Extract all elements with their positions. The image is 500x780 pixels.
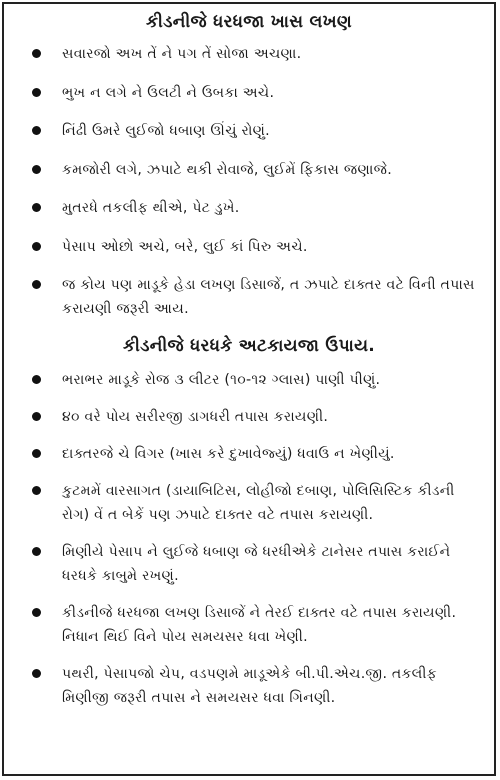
section-heading-symptoms: કીડનીજે ધરધજા ખાસ લખણ	[145, 12, 353, 32]
list-item	[32, 405, 486, 429]
bullet-icon	[32, 412, 41, 421]
list-item-text: ભરાભર માડૂકે રોજ ૩ લીટર (૧૦-૧૨ ગ્લાસ) પાણી પીણું.	[62, 371, 381, 388]
list-item-text: મિણીયે પેસાપ ને લુઈજે ધબાણ જે ધરધીએકે ટાનેસર તપાસ કરાઈને ધરધકે કાબુમે રખણું.	[62, 543, 451, 584]
bullet-icon	[32, 486, 41, 495]
prevention-list	[4, 368, 494, 710]
list-item	[32, 540, 486, 588]
list-item-text: ભુખ ન લગે ને ઉલટી ને ઉબકા અચે.	[62, 84, 275, 101]
list-item	[32, 273, 486, 321]
list-item	[32, 442, 486, 466]
list-item-text: કુટમમેં વારસાગત (ડાયાબિટિસ, લોહીજો દબાણ, પોલિસિસ્ટિક કીડની રોગ) વેં ત બેકેં પણ ઝપાટે દાક્તર વટે તપાસ કરાયણી.	[62, 482, 455, 523]
list-item-text: ૪૦ વરે પોય સરીરજી ડાગધરી તપાસ કરાયણી.	[62, 408, 329, 425]
content-frame	[2, 2, 496, 776]
bullet-icon	[32, 203, 41, 212]
list-item-text: મુતરધે તકલીફ થીએ, પેટ ડુખે.	[62, 200, 240, 216]
list-item-text: સવારજો અખ તેં ને પગ તેં સોજા અચણા.	[62, 46, 302, 62]
bullet-icon	[32, 242, 41, 251]
list-item	[32, 81, 486, 105]
bullet-icon	[32, 449, 41, 458]
list-item-text: પથરી, પેસાપજો ચેપ, વડપણમે માડૂએકે બી.પી.એચ.જી. તકલીફ મિણીજી જરૂરી તપાસ ને સમયસર ધવા ગિનણી.	[62, 665, 437, 706]
list-item-text: કમજોરી લગે, ઝપાટે થકી રોવાજે, લુઈમેં ફિકાસ જણાજે.	[62, 161, 392, 178]
bullet-icon	[32, 608, 41, 617]
list-item-text: કીડનીજે ધરધજા લખણ ડિસાજેં ને તેરઈ દાક્તર વટે તપાસ કરાયણી. નિધાન થિઈ વિને પોય સમયસર ધવા ખેણી.	[62, 604, 457, 645]
list-item	[32, 158, 486, 182]
bullet-icon	[32, 88, 41, 97]
bullet-icon	[32, 49, 41, 58]
list-item	[32, 479, 486, 527]
bullet-icon	[32, 547, 41, 556]
bullet-icon	[32, 126, 41, 135]
list-item	[32, 196, 486, 220]
symptoms-list	[4, 42, 494, 321]
bullet-icon	[32, 669, 41, 678]
bullet-icon	[32, 165, 41, 174]
list-item	[32, 662, 486, 710]
section-heading-prevention: કીડનીજે ધરધકે અટકાયજા ઉપાય.	[122, 335, 376, 356]
list-item	[32, 42, 486, 66]
list-item	[32, 119, 486, 143]
bullet-icon	[32, 375, 41, 384]
list-item-text: જ કોય પણ માડૂકે હેડા લખણ ડિસાજેં, ત ઝપાટે દાક્તર વટે વિની તપાસ કરાયણી જરૂરી આય.	[62, 277, 475, 317]
bullet-icon	[32, 280, 41, 289]
list-item	[32, 601, 486, 649]
list-item-text: નિંઢી ઉમરે લુઈજો ધબાણ ઊંચું રોણું.	[62, 123, 270, 139]
list-item	[32, 235, 486, 259]
list-item-text: પેસાપ ઓછો અચે, બરે, લુઈ કાં પિરુ અચે.	[62, 238, 308, 255]
list-item	[32, 368, 486, 392]
list-item-text: દાક્તરજે ચે વિગર (ખાસ કરે દુખાવેજ્યું) ધવાઉ ન ખેણીયું.	[62, 445, 395, 462]
